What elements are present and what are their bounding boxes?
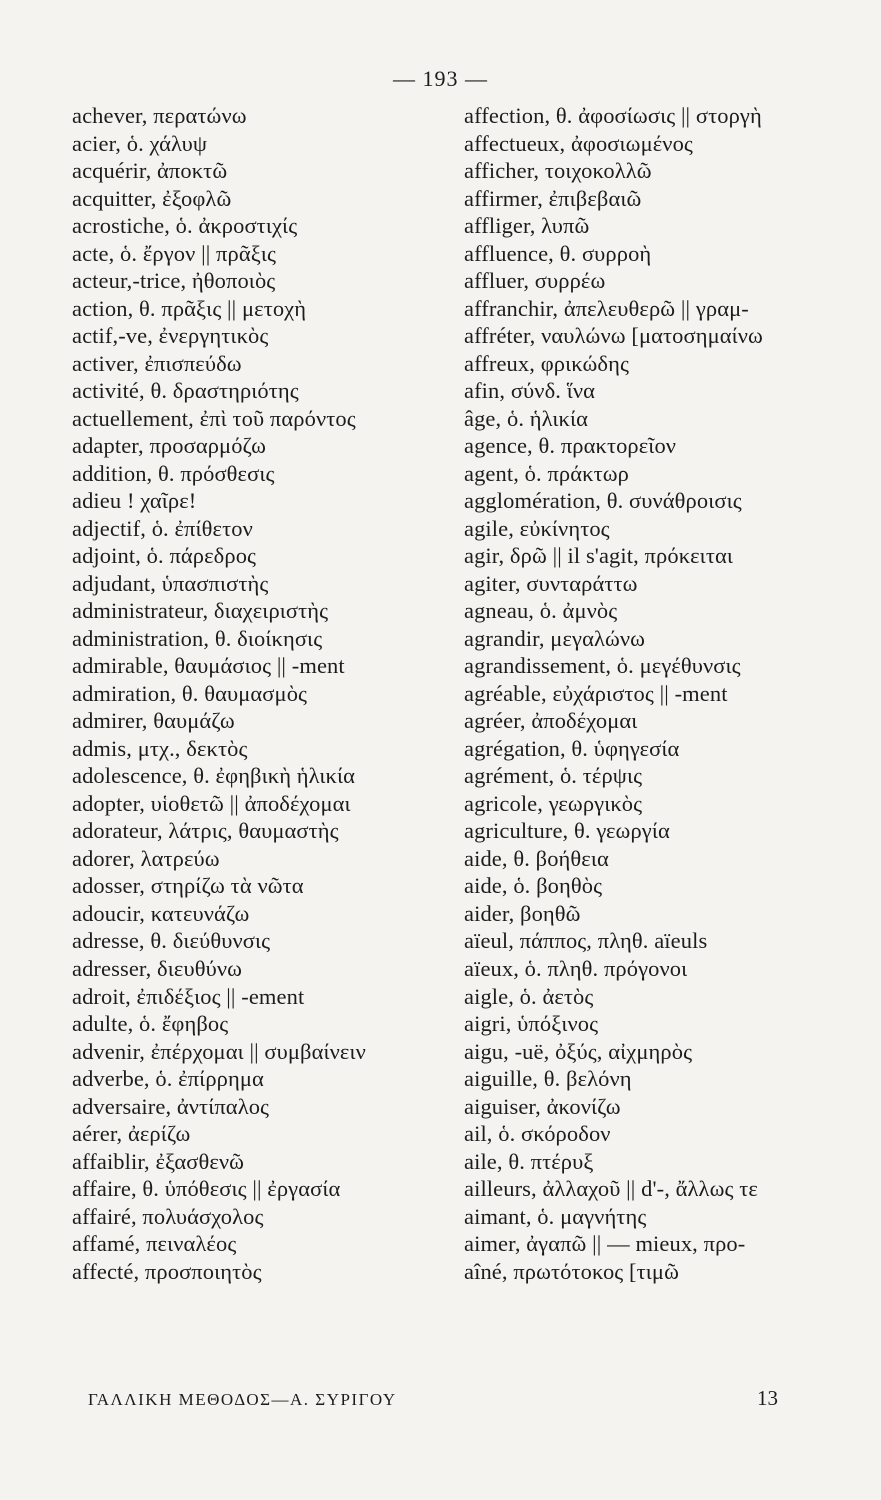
dictionary-entry: adoucir, κατευνάζω (72, 900, 250, 926)
dictionary-entry: ailleurs, ἀλλαχοῦ || d'-, ἄλλως τε (464, 1176, 758, 1202)
dictionary-entry: agent, ὁ. πράκτωρ (464, 460, 629, 486)
dictionary-entry: affranchir, ἀπελευθερῶ || γραμ- (464, 295, 749, 321)
dictionary-entry: agiter, συνταράττω (464, 570, 638, 596)
dictionary-entry: adroit, ἐπιδέξιος || -ement (72, 983, 305, 1009)
dictionary-entry: aide, θ. βοήθεια (464, 845, 609, 871)
dictionary-entry: acquérir, ἀποκτῶ (72, 158, 228, 184)
dictionary-entry: adulte, ὁ. ἔφηβος (72, 1011, 229, 1037)
dictionary-entry: affairé, πολυάσχολος (72, 1203, 264, 1229)
dictionary-entry: adresser, διευθύνω (72, 955, 243, 981)
dictionary-entry: aiguiser, ἀκονίζω (464, 1093, 621, 1119)
dictionary-entry: agrandir, μεγαλώνω (464, 625, 646, 651)
dictionary-entry: agir, δρῶ || il s'agit, πρόκειται (464, 543, 734, 569)
footer-title: ΓΑΛΛΙΚΗ ΜΕΘΟΔΟΣ—Α. ΣΥΡΙΓΟΥ (88, 1390, 397, 1409)
dictionary-entry: adorateur, λάτρις, θαυμαστὴς (72, 818, 339, 844)
dictionary-entry: affaiblir, ἐξασθενῶ (72, 1148, 245, 1174)
dictionary-entry: agréable, εὐχάριστος || -ment (464, 680, 728, 706)
dictionary-entry: administration, θ. διοίκησις (72, 625, 323, 651)
dictionary-entry: agglomération, θ. συνάθροισις (464, 488, 742, 514)
dictionary-entry: affliger, λυπῶ (464, 213, 590, 239)
dictionary-entry: affreux, φρικώδης (464, 350, 629, 376)
dictionary-entry: activité, θ. δραστηριότης (72, 378, 299, 404)
dictionary-entry: admirer, θαυμάζω (72, 708, 235, 734)
dictionary-entry: aimer, ἀγαπῶ || — mieux, προ- (464, 1231, 746, 1257)
signature-mark: 13 (757, 1386, 778, 1410)
dictionary-entry: agence, θ. πρακτορεῖον (464, 433, 677, 459)
dictionary-entry: adolescence, θ. ἐφηβικὴ ἡλικία (72, 763, 356, 789)
dictionary-entry: agrégation, θ. ὑφηγεσία (464, 735, 680, 761)
dictionary-entry: affirmer, ἐπιβεβαιῶ (464, 185, 642, 211)
dictionary-entry: adopter, υἱοθετῶ || ἀποδέχομαι (72, 790, 351, 816)
dictionary-entry: acrostiche, ὁ. ἀκροστιχίς (72, 213, 298, 239)
dictionary-entry: adresse, θ. διεύθυνσις (72, 928, 271, 954)
dictionary-entry: acier, ὁ. χάλυψ (72, 130, 208, 156)
dictionary-entry: admis, μτχ., δεκτὸς (72, 735, 248, 761)
dictionary-entry: aîné, πρωτότοκος [τιμῶ (464, 1258, 679, 1284)
dictionary-entry: âge, ὁ. ἡλικία (464, 405, 589, 431)
dictionary-entry: acte, ὁ. ἔργον || πρᾶξις (72, 240, 277, 266)
dictionary-entry: adosser, στηρίζω τὰ νῶτα (72, 873, 304, 899)
dictionary-entry: agrément, ὁ. τέρψις (464, 763, 643, 789)
dictionary-entry: action, θ. πρᾶξις || μετοχὴ (72, 295, 307, 321)
dictionary-entry: actif,-ve, ἐνεργητικὸς (72, 323, 269, 349)
dictionary-entry: affecté, προσποιητὸς (72, 1258, 262, 1284)
dictionary-entry: aide, ὁ. βοηθὸς (464, 873, 603, 899)
dictionary-entry: affamé, πειναλέος (72, 1231, 237, 1257)
dictionary-entry: adieu ! χαῖρε! (72, 488, 197, 514)
dictionary-entry: affection, θ. ἀφοσίωσις || στοργὴ (464, 103, 762, 128)
dictionary-entry: adjoint, ὁ. πάρεδρος (72, 543, 257, 569)
dictionary-entry: adjectif, ὁ. ἐπίθετον (72, 515, 253, 541)
dictionary-entry: affectueux, ἀφοσιωμένος (464, 130, 693, 156)
dictionary-entry: addition, θ. πρόσθεσις (72, 460, 275, 486)
left-column (72, 104, 442, 1284)
dictionary-entry: aigu, -uë, ὀξύς, αἰχμηρὸς (464, 1038, 693, 1064)
dictionary-entry: aiguille, θ. βελόνη (464, 1066, 632, 1092)
dictionary-entry: adapter, προσαρμόζω (72, 433, 267, 459)
dictionary-entry: affréter, ναυλώνω [ματοσημαίνω (464, 323, 763, 349)
dictionary-entry: agricole, γεωργικὸς (464, 790, 643, 816)
dictionary-entry: aigle, ὁ. ἀετὸς (464, 983, 594, 1009)
dictionary-columns (72, 104, 852, 1284)
dictionary-entry: admirable, θαυμάσιος || -ment (72, 653, 345, 679)
dictionary-entry: affluence, θ. συρροὴ (464, 240, 652, 266)
dictionary-entry: aider, βοηθῶ (464, 900, 581, 926)
dictionary-entry: advenir, ἐπέρχομαι || συμβαίνειν (72, 1038, 366, 1064)
dictionary-entry: aïeux, ὁ. πληθ. πρόγονοι (464, 955, 688, 981)
dictionary-entry: aérer, ἀερίζω (72, 1121, 191, 1147)
dictionary-entry: adverbe, ὁ. ἐπίρρημα (72, 1066, 264, 1092)
dictionary-entry: agneau, ὁ. ἀμνὸς (464, 598, 618, 624)
dictionary-entry: agriculture, θ. γεωργία (464, 818, 670, 844)
dictionary-entry: actuellement, ἐπὶ τοῦ παρόντος (72, 405, 356, 431)
dictionary-entry: aigri, ὑπόξινος (464, 1011, 599, 1037)
right-column (464, 104, 852, 1284)
dictionary-entry: achever, περατώνω (72, 103, 247, 128)
dictionary-entry: aile, θ. πτέρυξ (464, 1148, 594, 1174)
dictionary-entry: acteur,-trice, ἠθοποιὸς (72, 268, 276, 294)
dictionary-entry: aïeul, πάππος, πληθ. aïeuls (464, 928, 708, 954)
dictionary-entry: acquitter, ἐξοφλῶ (72, 185, 232, 211)
dictionary-entry: agile, εὐκίνητος (464, 515, 610, 541)
dictionary-entry: activer, ἐπισπεύδω (72, 350, 242, 376)
page-number: — 193 — (393, 66, 488, 91)
dictionary-entry: administrateur, διαχειριστὴς (72, 598, 329, 624)
dictionary-entry: affluer, συρρέω (464, 268, 606, 294)
dictionary-entry: aimant, ὁ. μαγνήτης (464, 1203, 647, 1229)
dictionary-entry: adversaire, ἀντίπαλος (72, 1093, 270, 1119)
dictionary-entry: afficher, τοιχοκολλῶ (464, 158, 652, 184)
dictionary-entry: agrandissement, ὁ. μεγέθυνσις (464, 653, 741, 679)
dictionary-entry: agréer, ἀποδέχομαι (464, 708, 638, 734)
dictionary-entry: afin, σύνδ. ἵνα (464, 378, 596, 404)
dictionary-entry: affaire, θ. ὑπόθεσις || ἐργασία (72, 1176, 341, 1202)
dictionary-entry: adjudant, ὑπασπιστὴς (72, 570, 269, 596)
dictionary-entry: adorer, λατρεύω (72, 845, 220, 871)
dictionary-entry: admiration, θ. θαυμασμὸς (72, 680, 308, 706)
dictionary-entry: ail, ὁ. σκόροδον (464, 1121, 611, 1147)
